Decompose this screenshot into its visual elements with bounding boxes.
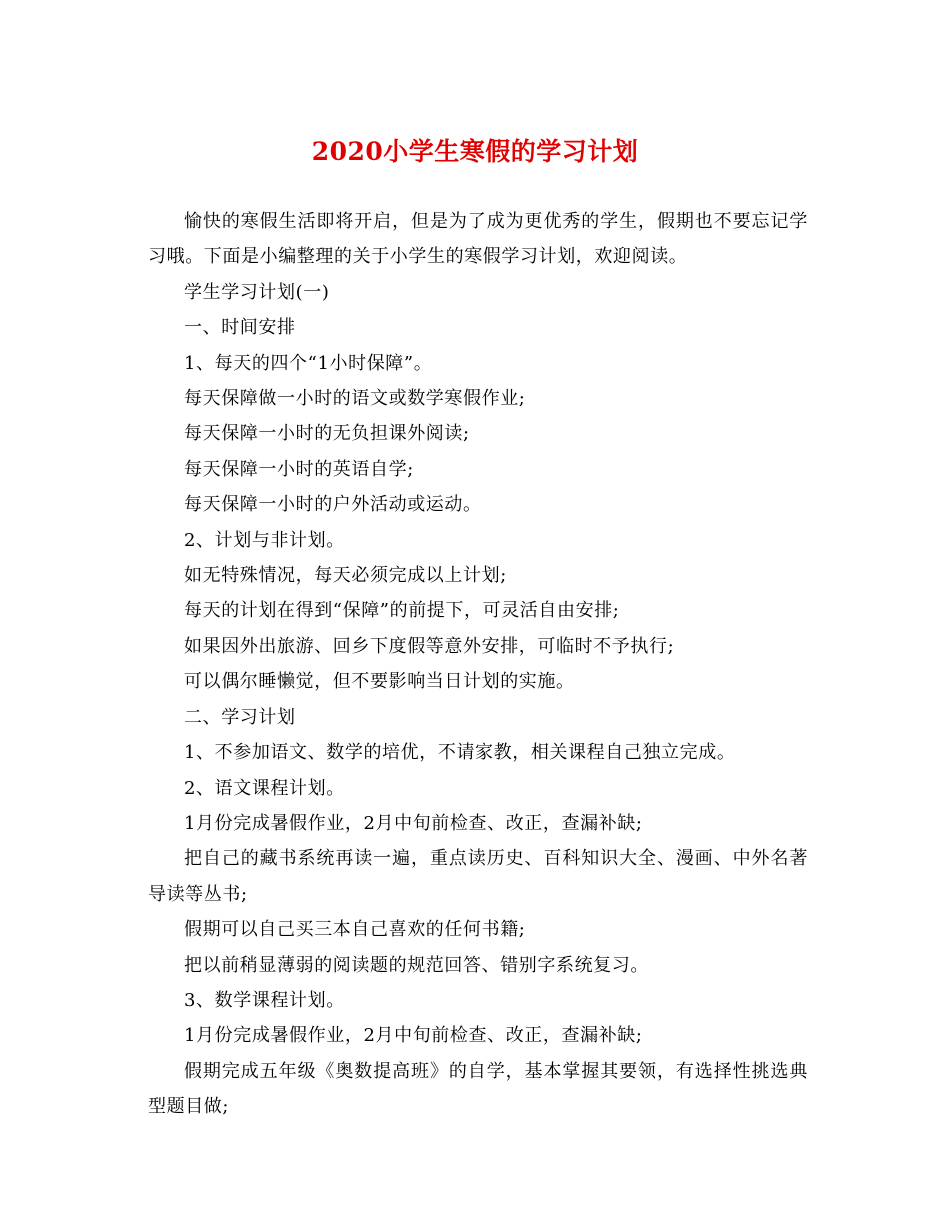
paragraph: 1月份完成暑假作业，2月中旬前检查、改正，查漏补缺; — [184, 1025, 643, 1047]
paragraph: 如果因外出旅游、回乡下度假等意外安排，可临时不予执行; — [184, 635, 675, 657]
paragraph: 每天保障做一小时的语文或数学寒假作业; — [184, 388, 526, 410]
paragraph: 二、学习计划 — [184, 706, 296, 728]
paragraph: 1、不参加语文、数学的培优，不请家教，相关课程自己独立完成。 — [184, 742, 736, 764]
paragraph: 每天的计划在得到“保障”的前提下，可灵活自由安排; — [184, 600, 620, 622]
paragraph: 如无特殊情况，每天必须完成以上计划; — [184, 565, 507, 587]
paragraph: 把自己的藏书系统再读一遍，重点读历史、百科知识大全、漫画、中外名著导读等丛书; — [148, 848, 808, 905]
paragraph: 每天保障一小时的户外活动或运动。 — [184, 494, 482, 516]
document-title: 2020小学生寒假的学习计划 — [311, 137, 639, 166]
paragraph: 把以前稍显薄弱的阅读题的规范回答、错别字系统复习。 — [184, 954, 649, 976]
paragraph: 2、语文课程计划。 — [184, 777, 345, 799]
paragraph: 1月份完成暑假作业，2月中旬前检查、改正，查漏补缺; — [184, 812, 643, 834]
document-body — [148, 204, 808, 1125]
paragraph: 愉快的寒假生活即将开启，但是为了成为更优秀的学生，假期也不要忘记学习哦。下面是小编整理的关于小学生的寒假学习计划，欢迎阅读。 — [148, 211, 808, 268]
paragraph: 假期可以自己买三本自己喜欢的任何书籍; — [184, 919, 526, 941]
paragraph: 每天保障一小时的无负担课外阅读; — [184, 423, 470, 445]
paragraph: 学生学习计划(一) — [184, 281, 330, 303]
paragraph: 可以偶尔睡懒觉，但不要影响当日计划的实施。 — [184, 671, 575, 693]
paragraph: 2、计划与非计划。 — [184, 529, 345, 551]
paragraph: 一、时间安排 — [184, 317, 296, 339]
paragraph: 假期完成五年级《奥数提高班》的自学，基本掌握其要领，有选择性挑选典型题目做; — [148, 1060, 808, 1118]
paragraph: 每天保障一小时的英语自学; — [184, 458, 414, 480]
paragraph: 1、每天的四个“1小时保障”。 — [184, 352, 433, 374]
paragraph: 3、数学课程计划。 — [184, 989, 345, 1011]
